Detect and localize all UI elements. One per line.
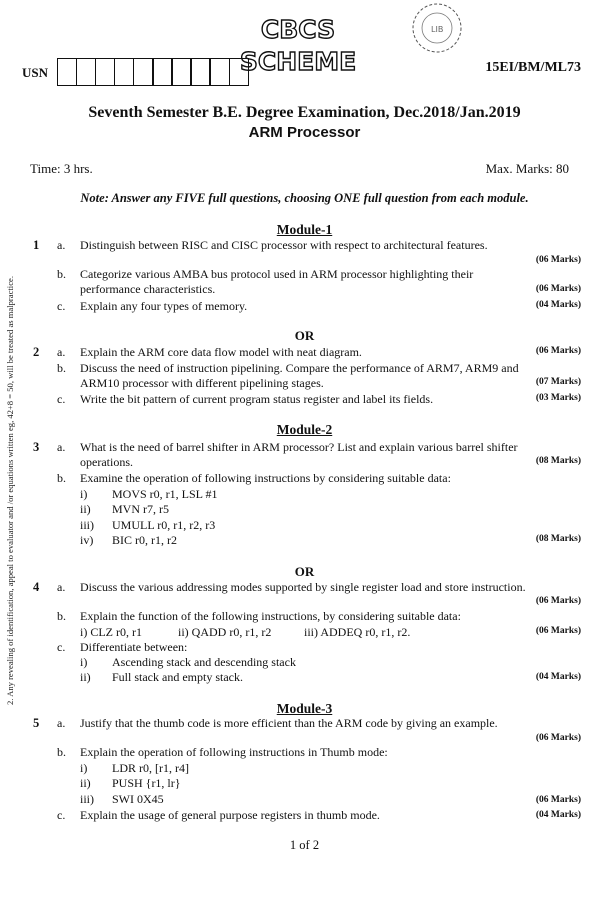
- question-text: Explain the operation of following instructions in Thumb mode:: [80, 745, 388, 759]
- question-number: 5: [33, 716, 40, 730]
- question-text: Explain the ARM core data flow model with neat diagram.: [80, 345, 362, 359]
- usn-box[interactable]: [229, 58, 250, 86]
- sub-item-text: Full stack and empty stack.: [112, 670, 243, 684]
- part-label: a.: [57, 580, 66, 594]
- svg-text:LIB: LIB: [431, 25, 444, 34]
- question-text: operations.: [80, 455, 133, 469]
- instructions-note: Note: Answer any FIVE full questions, choosing ONE full question from each module.: [80, 191, 529, 205]
- usn-box[interactable]: [133, 58, 154, 86]
- marks: (06 Marks): [535, 346, 581, 356]
- part-label: a.: [57, 238, 66, 252]
- part-label: c.: [57, 299, 66, 313]
- usn-boxes: [58, 58, 249, 86]
- sub-item-label: ii): [80, 776, 91, 790]
- sub-item-text: ii) QADD r0, r1, r2: [178, 625, 272, 639]
- question-text: Distinguish between RISC and CISC processor with respect to architectural features.: [80, 238, 488, 252]
- sub-item-label: i): [80, 487, 88, 501]
- question-text: Differentiate between:: [80, 640, 188, 654]
- module-3-heading: Module-3: [276, 701, 333, 716]
- marks: (03 Marks): [535, 393, 581, 403]
- question-text: ARM10 processor with different pipelining stages.: [80, 376, 324, 390]
- subject-name: ARM Processor: [248, 124, 361, 141]
- usn-box[interactable]: [114, 58, 135, 86]
- usn-box[interactable]: [95, 58, 116, 86]
- question-text: Justify that the thumb code is more efficient than the ARM code by giving an example.: [80, 716, 498, 730]
- part-label: a.: [57, 345, 66, 359]
- question-number: 2: [33, 345, 40, 359]
- question-number: 3: [33, 440, 40, 454]
- time-label: Time: 3 hrs.: [30, 161, 93, 176]
- subject-code: 15EI/BM/ML73: [485, 60, 581, 75]
- sub-item-label: iii): [80, 792, 94, 806]
- usn-box[interactable]: [152, 58, 173, 86]
- marks: (07 Marks): [535, 377, 581, 387]
- or-separator: OR: [294, 564, 315, 579]
- sub-item-label: ii): [80, 670, 91, 684]
- usn-box[interactable]: [190, 58, 211, 86]
- sub-item-text: UMULL r0, r1, r2, r3: [112, 518, 216, 532]
- sub-item-text: iii) ADDEQ r0, r1, r2.: [304, 625, 411, 639]
- part-label: c.: [57, 392, 66, 406]
- part-label: b.: [57, 471, 66, 485]
- side-instruction: 2. Any revealing of identification, appeal to evaluator and /or equations written eg, 42+8 = 50, will be treated as malpractice.: [5, 276, 15, 705]
- question-text: Write the bit pattern of current program status register and label its fields.: [80, 392, 434, 406]
- sub-item-text: LDR r0, [r1, r4]: [112, 761, 189, 775]
- marks: (08 Marks): [535, 456, 581, 466]
- sub-item-text: Ascending stack and descending stack: [112, 655, 296, 669]
- marks: (06 Marks): [535, 255, 581, 265]
- question-text: Explain the usage of general purpose registers in thumb mode.: [80, 808, 380, 822]
- question-text: Examine the operation of following instructions by considering suitable data:: [80, 471, 451, 485]
- marks: (06 Marks): [535, 284, 581, 294]
- part-label: b.: [57, 361, 66, 375]
- module-1-heading: Module-1: [276, 222, 333, 237]
- scheme-banner: CBCS SCHEME: [239, 15, 357, 76]
- marks: (08 Marks): [535, 534, 581, 544]
- usn-box[interactable]: [171, 58, 192, 86]
- marks: (04 Marks): [535, 300, 581, 310]
- question-text: What is the need of barrel shifter in ARM processor? List and explain various barrel shifter: [80, 440, 518, 454]
- question-text: Explain the function of the following instructions, by considering suitable data:: [80, 609, 461, 623]
- module-2-heading: Module-2: [276, 422, 333, 437]
- question-text: Discuss the need of instruction pipelining. Compare the performance of ARM7, ARM9 and: [80, 361, 519, 375]
- usn-label: USN: [22, 65, 49, 80]
- sub-item-label: iv): [80, 533, 94, 547]
- marks: (06 Marks): [535, 596, 581, 606]
- question-text: performance characteristics.: [80, 282, 216, 296]
- sub-item-label: i): [80, 655, 88, 669]
- exam-title: Seventh Semester B.E. Degree Examination, Dec.2018/Jan.2019: [88, 104, 521, 121]
- part-label: b.: [57, 267, 66, 281]
- usn-box[interactable]: [76, 58, 97, 86]
- sub-item-label: ii): [80, 502, 91, 516]
- question-number: 4: [33, 580, 40, 594]
- part-label: c.: [57, 808, 66, 822]
- or-separator: OR: [294, 328, 315, 343]
- question-text: Categorize various AMBA bus protocol used in ARM processor highlighting their: [80, 267, 474, 281]
- max-marks-label: Max. Marks: 80: [485, 161, 569, 176]
- usn-box[interactable]: [209, 58, 230, 86]
- marks: (06 Marks): [535, 626, 581, 636]
- part-label: a.: [57, 716, 66, 730]
- page-number: 1 of 2: [289, 838, 320, 852]
- sub-item-text: BIC r0, r1, r2: [112, 533, 177, 547]
- part-label: c.: [57, 640, 66, 654]
- marks: (04 Marks): [535, 810, 581, 820]
- sub-item-text: MOVS r0, r1, LSL #1: [112, 487, 218, 501]
- sub-item-label: i): [80, 761, 88, 775]
- sub-item-text: MVN r7, r5: [112, 502, 169, 516]
- sub-item-text: i) CLZ r0, r1: [80, 625, 142, 639]
- sub-item-text: PUSH {r1, lr}: [112, 776, 181, 790]
- library-stamp-icon: [407, 0, 467, 56]
- sub-item-label: iii): [80, 518, 94, 532]
- marks: (04 Marks): [535, 672, 581, 682]
- question-text: Discuss the various addressing modes supported by single register load and store instruction.: [80, 580, 526, 594]
- marks: (06 Marks): [535, 733, 581, 743]
- marks: (06 Marks): [535, 795, 581, 805]
- sub-item-text: SWI 0X45: [112, 792, 164, 806]
- part-label: a.: [57, 440, 66, 454]
- usn-box[interactable]: [57, 58, 78, 86]
- part-label: b.: [57, 609, 66, 623]
- question-text: Explain any four types of memory.: [80, 299, 248, 313]
- question-number: 1: [33, 238, 40, 252]
- part-label: b.: [57, 745, 66, 759]
